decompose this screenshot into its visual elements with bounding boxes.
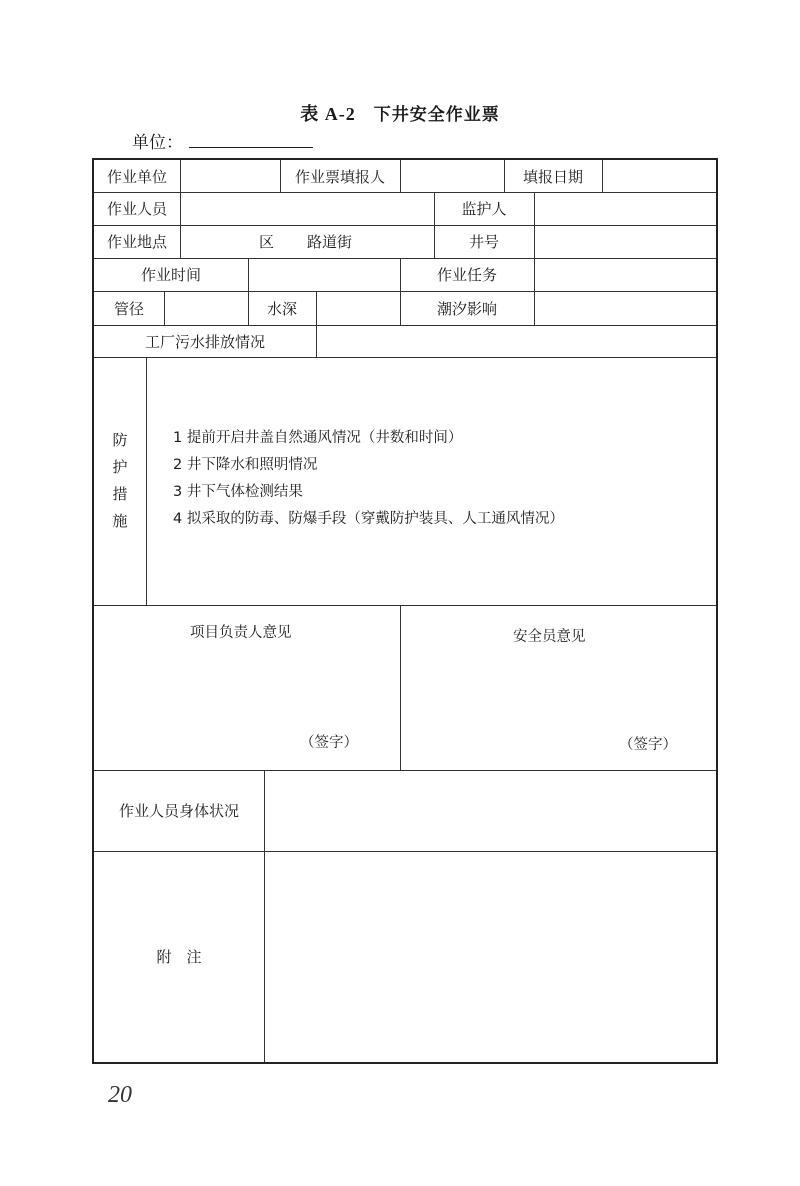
table-name: 下井安全作业票	[373, 105, 500, 125]
label-work-time: 作业时间	[140, 266, 201, 284]
input-work-unit[interactable]	[181, 160, 280, 192]
safety-work-ticket-table	[92, 158, 718, 1064]
safety-officer-signature: （签字）	[619, 737, 677, 753]
label-ticket-filler: 作业票填报人	[294, 167, 385, 186]
protection-item: 1 提前开启井盖自然通风情况（井数和时间）	[173, 430, 463, 446]
label-project-lead-opinion: 项目负责人意见	[190, 625, 292, 641]
label-guardian: 监护人	[461, 200, 507, 218]
form-title	[0, 100, 800, 126]
label-worker-health: 作业人员身体状况	[118, 802, 239, 820]
label-work-unit: 作业单位	[106, 167, 167, 186]
input-water-depth[interactable]	[317, 291, 400, 325]
protection-char: 措	[112, 485, 128, 503]
protection-char: 护	[112, 458, 128, 476]
project-lead-opinion-box[interactable]	[94, 605, 400, 770]
district-text: 区	[259, 233, 275, 251]
input-tide-effect[interactable]	[535, 291, 716, 325]
road-text: 路道街	[307, 233, 353, 251]
input-ticket-filler[interactable]	[401, 160, 504, 192]
protection-char: 防	[112, 431, 128, 449]
unit-input-line[interactable]	[189, 133, 313, 148]
label-factory-sewage: 工厂污水排放情况	[144, 332, 265, 351]
label-remarks: 附 注	[156, 948, 202, 966]
label-workers: 作业人员	[106, 200, 167, 218]
label-well-no: 井号	[468, 233, 499, 251]
input-fill-date[interactable]	[603, 160, 716, 192]
input-remarks[interactable]	[265, 851, 716, 1062]
unit-label: 单位：	[132, 133, 183, 153]
protection-measures-area[interactable]	[147, 357, 716, 605]
label-task: 作业任务	[436, 266, 497, 284]
input-task[interactable]	[535, 258, 716, 291]
label-safety-officer-opinion: 安全员意见	[513, 629, 586, 645]
input-guardian[interactable]	[535, 192, 716, 225]
input-workers[interactable]	[181, 192, 434, 225]
input-pipe-diameter[interactable]	[165, 291, 248, 325]
label-tide-effect: 潮汐影响	[436, 299, 497, 318]
page-number: 20	[108, 1082, 132, 1108]
input-worker-health[interactable]	[265, 770, 716, 851]
safety-officer-opinion-box[interactable]	[401, 605, 716, 770]
input-factory-sewage[interactable]	[317, 325, 716, 357]
label-protection-measures	[94, 357, 146, 605]
unit-field	[132, 128, 313, 153]
protection-char: 施	[112, 512, 128, 530]
label-fill-date: 填报日期	[522, 167, 583, 186]
label-water-depth: 水深	[266, 299, 297, 318]
input-location[interactable]	[181, 225, 434, 258]
protection-item: 3 井下气体检测结果	[173, 484, 303, 500]
protection-item: 4 拟采取的防毒、防爆手段（穿戴防护装具、人工通风情况）	[173, 511, 564, 527]
label-pipe-diameter: 管径	[113, 299, 144, 318]
input-work-time[interactable]	[249, 258, 400, 291]
input-well-no[interactable]	[535, 225, 716, 258]
project-lead-signature: （签字）	[300, 735, 358, 751]
protection-items-list	[173, 425, 564, 533]
table-number: 表 A-2	[300, 104, 356, 124]
label-location: 作业地点	[106, 233, 167, 251]
protection-item: 2 井下降水和照明情况	[173, 457, 318, 473]
